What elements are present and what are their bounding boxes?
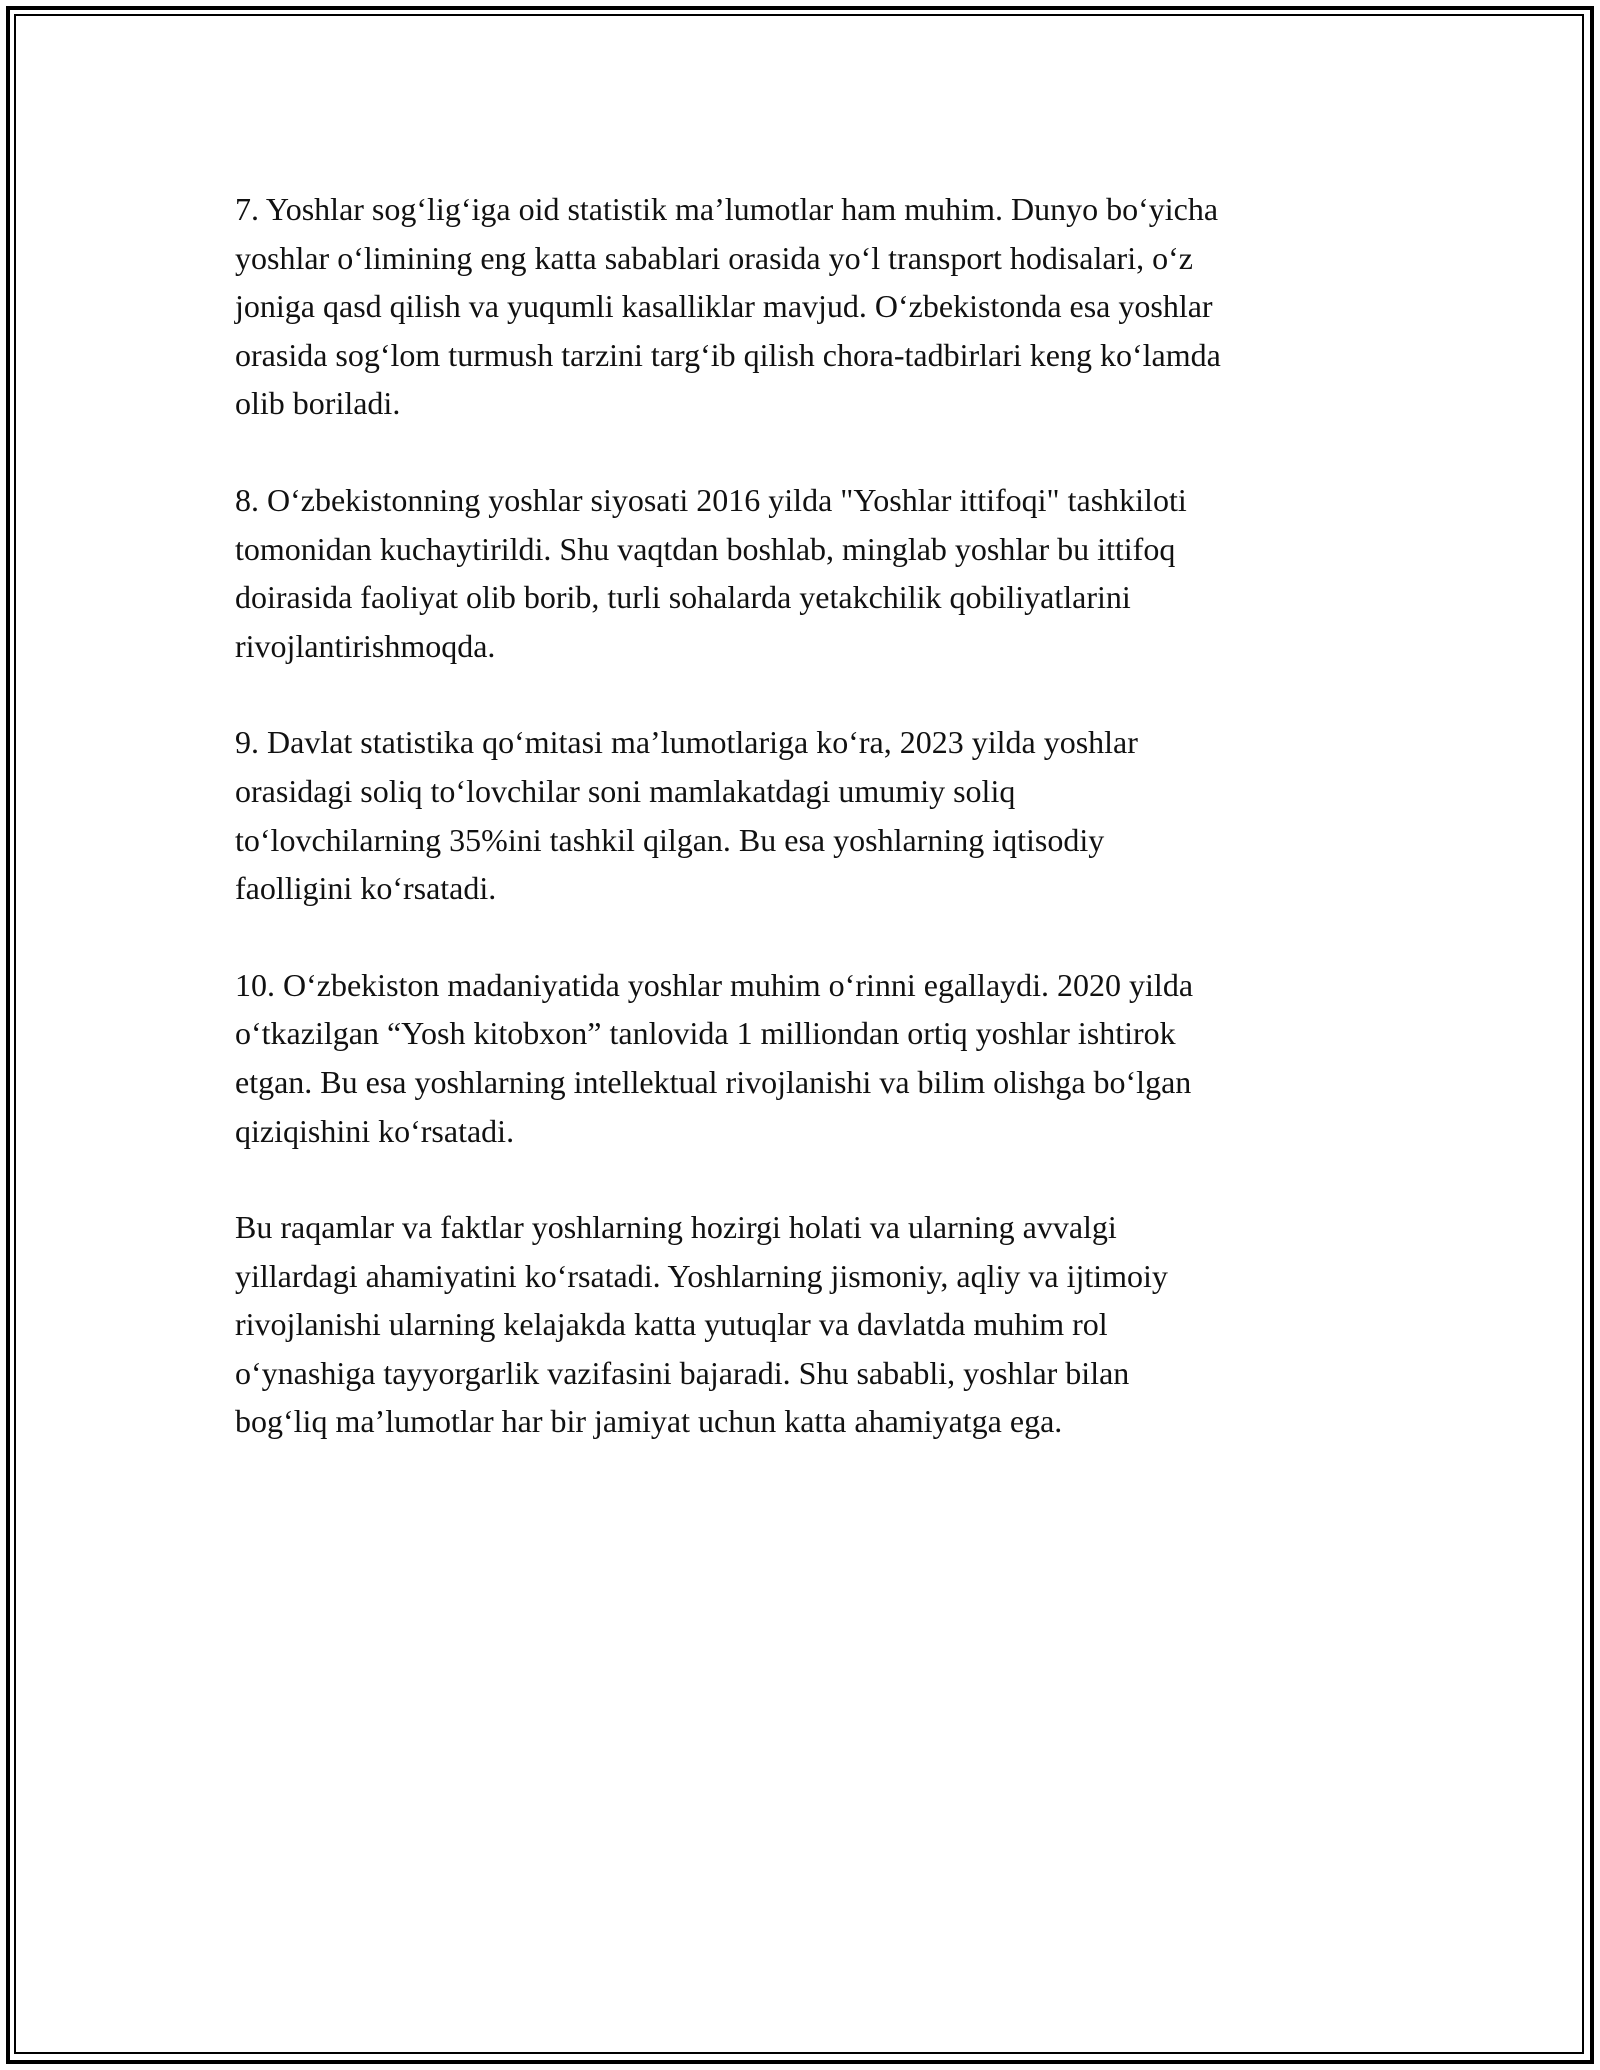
text-line: orasidagi soliq to‘lovchilar soni mamlakatdagi umumiy soliq — [235, 772, 1016, 809]
text-line: 8. O‘zbekistonning yoshlar siyosati 2016 yilda "Yoshlar ittifoqi" tashkiloti — [235, 481, 1187, 518]
text-line: bog‘liq ma’lumotlar har bir jamiyat uchun katta ahamiyatga ega. — [235, 1403, 1063, 1440]
text-line: o‘ynashiga tayyorgarlik vazifasini bajaradi. Shu sababli, yoshlar bilan — [235, 1354, 1130, 1391]
text-line: doirasida faoliyat olib borib, turli sohalarda yetakchilik qobiliyatlarini — [235, 579, 1131, 616]
text-line: rivojlantirishmoqda. — [235, 627, 496, 664]
text-line: joniga qasd qilish va yuqumli kasalliklar mavjud. O‘zbekistonda esa yoshlar — [235, 288, 1213, 325]
paragraph-9 — [235, 718, 1385, 912]
paragraph-conclusion — [235, 1203, 1385, 1446]
text-line: tomonidan kuchaytirildi. Shu vaqtdan boshlab, minglab yoshlar bu ittifoq — [235, 530, 1176, 567]
text-line: olib boriladi. — [235, 385, 401, 422]
paragraph-8 — [235, 476, 1385, 670]
text-line: yillardagi ahamiyatini ko‘rsatadi. Yoshlarning jismoniy, aqliy va ijtimoiy — [235, 1257, 1168, 1294]
text-line: qiziqishini ko‘rsatadi. — [235, 1112, 515, 1149]
text-line: etgan. Bu esa yoshlarning intellektual rivojlanishi va bilim olishga bo‘lgan — [235, 1063, 1192, 1100]
text-line: faolligini ko‘rsatadi. — [235, 870, 497, 907]
text-line: to‘lovchilarning 35%ini tashkil qilgan. Bu esa yoshlarning iqtisodiy — [235, 821, 1105, 858]
paragraph-7 — [235, 185, 1385, 428]
text-line: Bu raqamlar va faktlar yoshlarning hozirgi holati va ularning avvalgi — [235, 1209, 1117, 1246]
text-line: rivojlanishi ularning kelajakda katta yutuqlar va davlatda muhim rol — [235, 1306, 1108, 1343]
text-line: yoshlar o‘limining eng katta sabablari orasida yo‘l transport hodisalari, o‘z — [235, 239, 1193, 276]
text-line: 7. Yoshlar sog‘lig‘iga oid statistik ma’lumotlar ham muhim. Dunyo bo‘yicha — [235, 191, 1219, 227]
text-line: orasida sog‘lom turmush tarzini targ‘ib qilish chora-tadbirlari keng ko‘lamda — [235, 336, 1221, 373]
text-line: 10. O‘zbekiston madaniyatida yoshlar muhim o‘rinni egallaydi. 2020 yilda — [235, 966, 1194, 1003]
text-line: o‘tkazilgan “Yosh kitobxon” tanlovida 1 milliondan ortiq yoshlar ishtirok — [235, 1015, 1176, 1052]
document-body — [235, 185, 1385, 1494]
paragraph-10 — [235, 961, 1385, 1155]
text-line: 9. Davlat statistika qo‘mitasi ma’lumotlariga ko‘ra, 2023 yilda yoshlar — [235, 724, 1138, 761]
